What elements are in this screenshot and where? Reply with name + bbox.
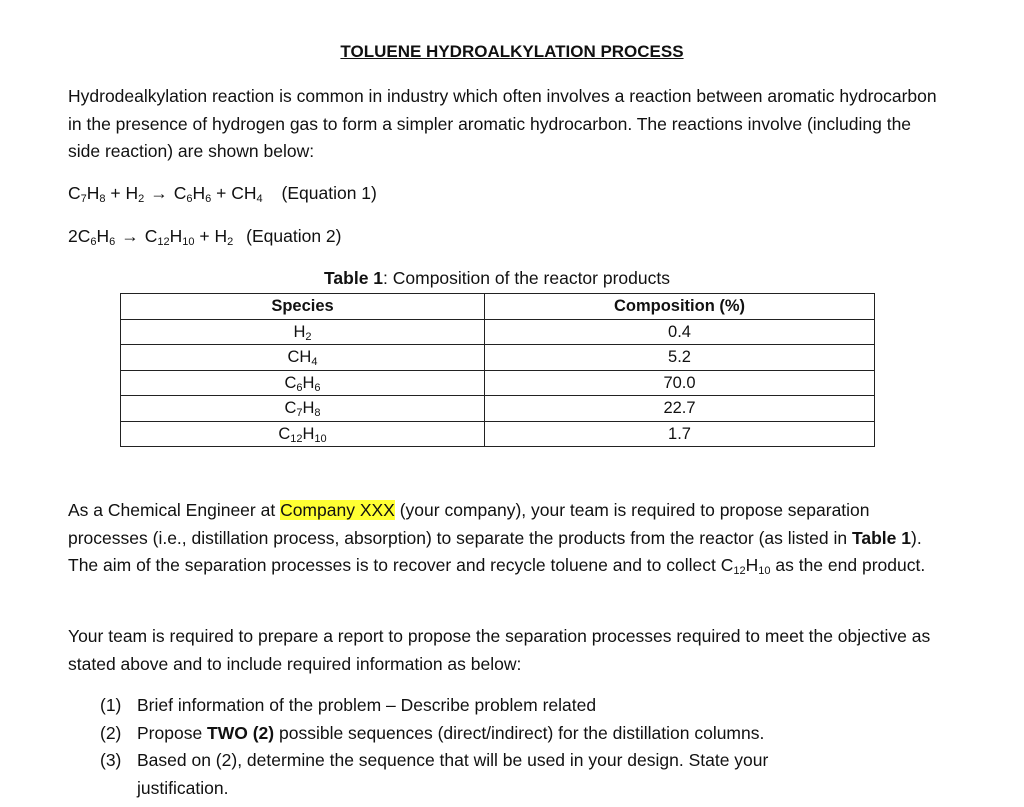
- product-formula: [721, 555, 771, 575]
- formula-text: + CH: [211, 183, 257, 203]
- task-number: (2): [100, 722, 122, 743]
- formula-subscript: 6: [296, 381, 303, 394]
- species-cell: [121, 421, 485, 447]
- table-header-row: [121, 294, 875, 320]
- formula-text: H: [293, 322, 306, 341]
- formula-text: C: [173, 183, 187, 203]
- formula-subscript: 7: [296, 407, 303, 420]
- formula-h-sub: 10: [758, 565, 771, 577]
- task-item-3: [100, 747, 860, 802]
- table-row: [121, 396, 875, 422]
- task-list: [100, 692, 860, 802]
- formula-subscript: 2: [305, 330, 312, 343]
- formula-text: C: [278, 424, 291, 443]
- equation-1-label: (Equation 1): [281, 183, 377, 203]
- formula-subscript: 8: [99, 193, 106, 205]
- para2-mid: (your company), your team is required to propose separation processes (i.e., distillation process, absorption) to separate the products from the reactor (as listed in: [68, 500, 870, 548]
- equation-1-lhs: [68, 183, 144, 203]
- composition-cell: 1.7: [485, 421, 875, 447]
- table-body: [121, 319, 875, 447]
- table-row: [121, 319, 875, 345]
- formula-subscript: 4: [311, 356, 318, 369]
- equation-1: [68, 183, 377, 204]
- document-title: TOLUENE HYDROALKYLATION PROCESS: [340, 42, 684, 61]
- formula-text: H: [169, 226, 183, 246]
- task-item-1: [100, 692, 860, 720]
- table-row: [121, 370, 875, 396]
- formula-text: C: [284, 399, 297, 418]
- formula-subscript: 8: [314, 407, 321, 420]
- table-reference: Table 1: [851, 527, 911, 548]
- formula-subscript: 6: [314, 381, 321, 394]
- composition-cell: 5.2: [485, 345, 875, 371]
- task-number: (3): [100, 750, 122, 770]
- formula-c: C: [720, 555, 734, 575]
- report-paragraph: Your team is required to prepare a report to propose the separation processes required to meet the objective as stated above and to include required information as below:: [68, 626, 931, 674]
- task-paragraph: [68, 497, 940, 580]
- equation-2-lhs: [68, 226, 115, 246]
- formula-text: C: [144, 226, 158, 246]
- task-number: (1): [100, 695, 122, 715]
- equation-2-rhs: [145, 226, 234, 246]
- formula-c-sub: 12: [733, 565, 746, 577]
- arrow-icon: →: [121, 226, 139, 246]
- formula-subscript: 6: [186, 193, 193, 205]
- formula-text: C: [284, 373, 297, 392]
- table-caption-number: Table 1: [324, 268, 384, 288]
- para2-end: as the end product.: [770, 555, 926, 575]
- equation-1-rhs: [174, 183, 263, 203]
- species-cell: [121, 345, 485, 371]
- formula-text: H: [302, 424, 315, 443]
- header-species: Species: [121, 294, 485, 320]
- header-composition: Composition (%): [485, 294, 875, 320]
- formula-subscript: 7: [80, 193, 87, 205]
- intro-paragraph: Hydrodealkylation reaction is common in industry which often involves a reaction between aromatic hydrocarbon in the presence of hydrogen gas to form a simpler aromatic hydrocarbon. The reactions involve (including the side reaction) are shown below:: [68, 86, 937, 161]
- species-cell: [121, 319, 485, 345]
- formula-h: H: [745, 555, 759, 575]
- species-cell: [121, 396, 485, 422]
- task-text-post: possible sequences (direct/indirect) for the distillation columns.: [274, 722, 765, 743]
- formula-subscript: 12: [157, 236, 170, 248]
- formula-subscript: 2: [227, 236, 234, 248]
- task-text: Brief information of the problem – Describe problem related: [137, 695, 597, 715]
- formula-text: H: [302, 399, 315, 418]
- table-row: [121, 345, 875, 371]
- task-text-pre: Propose: [137, 722, 208, 743]
- formula-subscript: 12: [290, 432, 303, 445]
- table-caption-text: : Composition of the reactor products: [383, 268, 670, 288]
- formula-subscript: 6: [205, 193, 212, 205]
- table-row: [121, 421, 875, 447]
- task-text: Based on (2), determine the sequence that will be used in your design. State your justification.: [137, 750, 769, 798]
- formula-text: + H: [105, 183, 139, 203]
- table-caption: [0, 268, 994, 289]
- formula-subscript: 2: [138, 193, 145, 205]
- equation-2-label: (Equation 2): [246, 226, 342, 246]
- composition-table: [120, 293, 875, 447]
- task-emphasis: TWO (2): [207, 722, 275, 743]
- formula-text: CH: [287, 348, 312, 367]
- para2-pre: As a Chemical Engineer at: [68, 500, 281, 520]
- composition-cell: 0.4: [485, 319, 875, 345]
- formula-text: 2C: [68, 226, 91, 246]
- formula-text: H: [86, 183, 100, 203]
- formula-subscript: 10: [182, 236, 195, 248]
- company-highlight: Company XXX: [280, 500, 395, 520]
- formula-subscript: 6: [109, 236, 116, 248]
- formula-text: H: [96, 226, 110, 246]
- equation-2: [68, 226, 341, 247]
- task-item-2: [100, 720, 860, 748]
- formula-text: C: [68, 183, 81, 203]
- formula-subscript: 6: [90, 236, 97, 248]
- para2-post: ). The aim of the separation processes is to recover and recycle toluene and to collect: [68, 527, 922, 575]
- composition-cell: 70.0: [485, 370, 875, 396]
- arrow-icon: →: [150, 183, 168, 203]
- formula-subscript: 4: [256, 193, 263, 205]
- formula-text: H: [302, 373, 315, 392]
- formula-text: H: [192, 183, 206, 203]
- composition-cell: 22.7: [485, 396, 875, 422]
- species-cell: [121, 370, 485, 396]
- formula-subscript: 10: [314, 432, 327, 445]
- formula-text: + H: [194, 226, 228, 246]
